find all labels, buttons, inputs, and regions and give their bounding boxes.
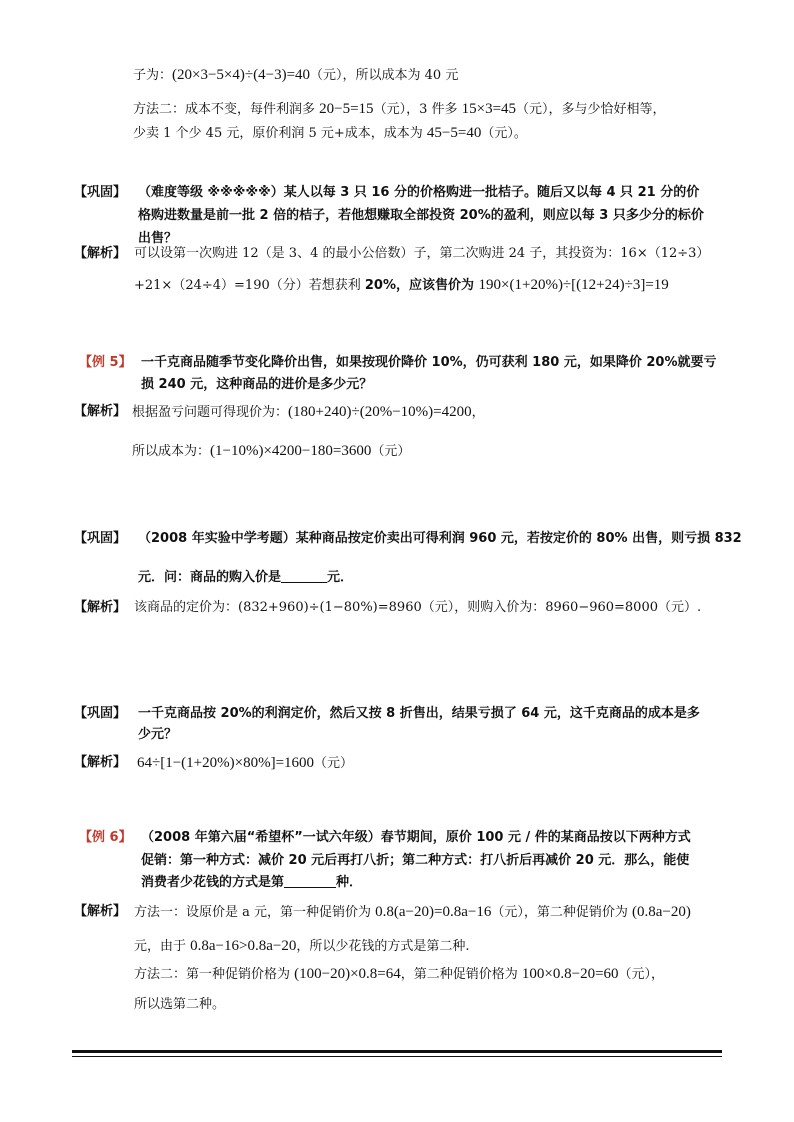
- text: ，: [471, 405, 485, 420]
- text: 种．: [336, 875, 363, 890]
- example-tag: 【例 5】: [79, 355, 132, 370]
- formula: 0.8(a−20)=0.8a−16: [375, 904, 492, 920]
- li6-answer-line-3: [134, 963, 664, 986]
- text: （元）: [371, 444, 411, 459]
- footer-divider-thick: [72, 1050, 722, 1053]
- example-tag: 【例 6】: [79, 830, 132, 845]
- formula: 190×(1+20%)÷[(12+24)÷3]=19: [478, 277, 669, 293]
- text: 方法二：成本不变，每件利润多: [133, 102, 320, 117]
- text: +21×（24÷4）=190（分）若想获利: [134, 278, 365, 293]
- formula: (20×3−5×4)÷(4−3)=40: [172, 67, 311, 83]
- li6-question-line-2: 促销：第一种方式：减价 20 元后再打八折；第二种方式：打八折后再减价 20 元．那么，能使: [141, 853, 690, 868]
- gonggu3-question-line-2: 少元？: [138, 727, 178, 742]
- text: 所以成本为：: [132, 444, 211, 459]
- analysis-tag: 【解析】: [74, 600, 127, 615]
- text: ，所以少花钱的方式是第二种.: [296, 939, 470, 954]
- answer-blank: [281, 568, 327, 583]
- gonggu1-answer-line-2: [134, 274, 669, 297]
- text: 元，由于: [134, 939, 191, 954]
- li6-answer-line-2: [134, 935, 469, 958]
- gonggu2-question-line-2: [138, 567, 353, 589]
- gonggu1-answer-line-1: 可以设第一次购进 12（是 3、4 的最小公倍数）子，第二次购进 24 子，其投资为：16×（12÷3）: [134, 246, 710, 261]
- text: 少卖 1 个少 45 元，原价利润 5 元+成本，成本为: [133, 126, 427, 141]
- text: （元），第二种促销价为: [491, 905, 632, 920]
- formula: (180+240)÷(20%−10%)=4200: [288, 404, 472, 420]
- gonggu1-question-line-2: 格购进数量是前一批 2 倍的桔子，若他想赚取全部投资 20%的盈利，则应以每 3 只多少分的标价: [138, 208, 704, 223]
- gonggu-tag: 【巩固】: [74, 706, 127, 721]
- text: 方法二：第一种促销价格为: [134, 967, 295, 982]
- top-line-1: [133, 64, 458, 87]
- li6-answer-line-4: 所以选第二种。: [134, 997, 226, 1012]
- li6-answer-line-1: [134, 901, 691, 924]
- gonggu-tag: 【巩固】: [74, 185, 127, 200]
- text: 子为：: [133, 68, 173, 83]
- li5-answer-line-1: [132, 401, 485, 424]
- method2-line-1: [133, 98, 666, 121]
- text: 根据盈亏问题可得现价为：: [132, 405, 289, 420]
- method2-line-2: [133, 122, 527, 145]
- text: （元），多与少恰好相等，: [516, 102, 666, 117]
- text: 消费者少花钱的方式是第: [141, 875, 285, 890]
- gonggu1-question-line-3: 出售？: [138, 231, 178, 246]
- li6-question-line-1: （2008 年第六届“希望杯”一试六年级）春节期间，原价 100 元 / 件的某商品按以下两种方式: [141, 830, 691, 845]
- li5-question-line-2: 损 240 元，这种商品的进价是多少元？: [141, 377, 373, 392]
- li5-answer-line-2: [132, 440, 410, 463]
- gonggu-tag: 【巩固】: [74, 531, 127, 546]
- text: 元．: [327, 570, 354, 585]
- formula: (0.8a−20): [631, 904, 691, 920]
- analysis-tag: 【解析】: [74, 404, 127, 419]
- text: （元），所以成本为 40 元: [310, 68, 459, 83]
- analysis-tag: 【解析】: [74, 755, 127, 770]
- formula: 64÷[1−(1+20%)×80%]=1600: [137, 755, 315, 771]
- formula: 45−5=40: [426, 125, 482, 141]
- gonggu3-answer-line-1: [137, 752, 353, 775]
- answer-blank: [284, 873, 336, 888]
- analysis-tag: 【解析】: [74, 904, 127, 919]
- text: ，第二种促销价格为: [400, 967, 522, 982]
- formula: 100×0.8−20=60: [521, 966, 619, 982]
- text: 20%，应该售价为: [364, 278, 479, 293]
- text: 某人以每 3 只 16 分的价格购进一批桔子。随后又以每 4 只 21 分的价: [283, 185, 700, 200]
- li6-question-line-3: [141, 872, 362, 894]
- analysis-tag: 【解析】: [74, 246, 127, 261]
- formula: 0.8a−16>0.8a−20: [190, 938, 297, 954]
- footer-divider-thin: [72, 1056, 722, 1057]
- text: （元）: [314, 756, 354, 771]
- li5-question-line-1: 一千克商品随季节变化降价出售，如果按现价降价 10%，仍可获利 180 元，如果降价 20%就要亏: [141, 355, 717, 370]
- text: 方法一：设原价是 a 元，第一种促销价为: [134, 905, 376, 920]
- gonggu2-answer-line-1: 该商品的定价为：(832+960)÷(1−80%)=8960（元），则购入价为：8960−960=8000（元）.: [134, 600, 702, 615]
- formula: 20−5=15: [319, 101, 374, 117]
- formula: 15×3=45: [461, 101, 517, 117]
- gonggu3-question-line-1: 一千克商品按 20%的利润定价，然后又按 8 折售出，结果亏损了 64 元，这千克商品的成本是多: [138, 706, 700, 721]
- formula: (100−20)×0.8=64: [294, 966, 401, 982]
- difficulty-level: （难度等级 ※※※※※）: [138, 185, 284, 200]
- gonggu2-question-line-1: （2008 年实验中学考题）某种商品按定价卖出可得利润 960 元，若按定价的 80% 出售，则亏损 832: [138, 531, 742, 546]
- text: 元．问：商品的购入价是: [138, 570, 282, 585]
- formula: (1−10%)×4200−180=3600: [210, 443, 372, 459]
- text: （元），: [618, 967, 665, 982]
- text: （元），3 件多: [373, 102, 462, 117]
- text: （元）。: [481, 126, 527, 141]
- gonggu1-question-line-1: [138, 182, 699, 204]
